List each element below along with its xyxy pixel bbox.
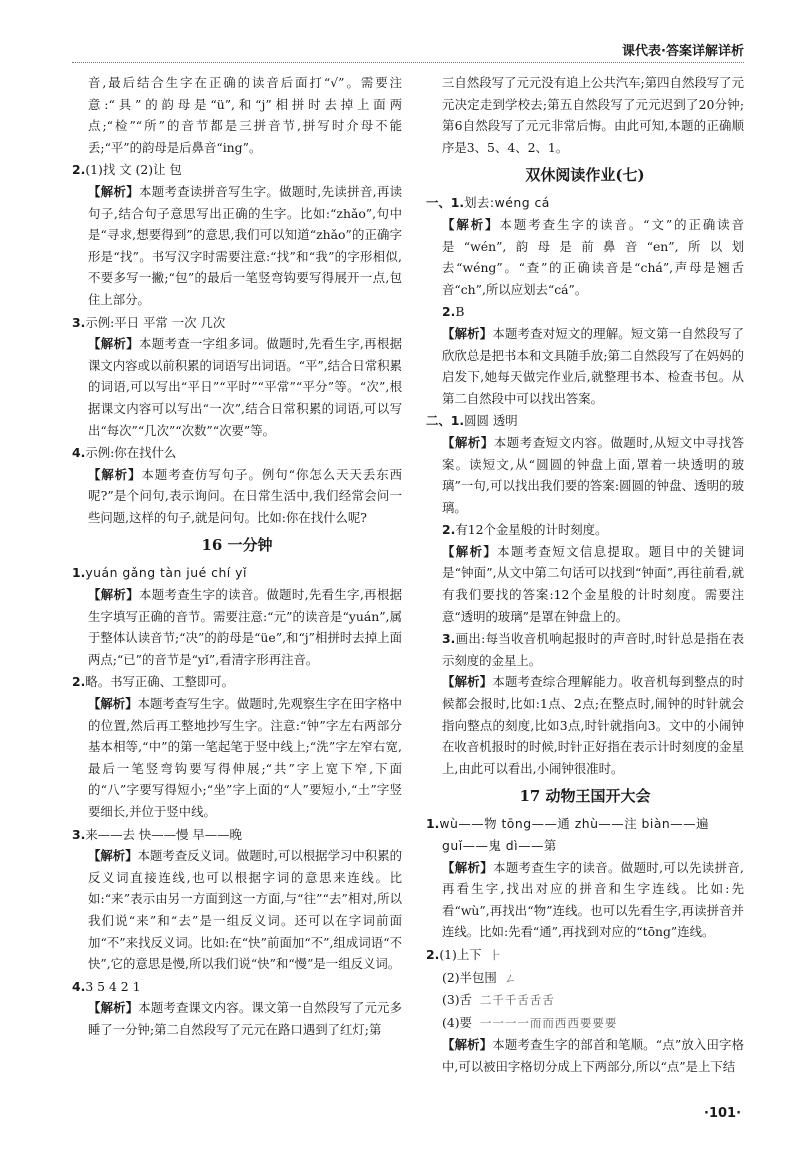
stroke-order-a: ⺊ (489, 947, 503, 962)
stroke-order-c: 二千千舌舌舌 (479, 993, 555, 1008)
part-2-q2-analysis: 【解析】本题考查短文信息提取。题目中的关键词是“钟面”,从文中第二句话可以找到“钟面”,再往前看,就有我们要找的答案:12个金星般的计时刻度。需要注意“透明的玻璃”是罩在钟盘上的。 (442, 543, 745, 624)
question-3-answer: 3.示例:平日 平常 一次 几次 (72, 314, 226, 330)
lesson-17-q2-answer-a: 2.(1)上下 ⺊ (426, 946, 503, 962)
page-number: ·101· (704, 1106, 742, 1121)
right-column (426, 72, 744, 1078)
lesson-17-q1-answer-line2: guǐ——鬼 dì——第 (442, 838, 557, 853)
part-2-q3-analysis: 【解析】本题考查综合理解能力。收音机每到整点的时候都会报时,比如:1点、2点;在整点时,闹钟的时针就会指向整点的刻度,比如3点,时针就指向3。文中的小闹钟在收音机报时的时候,时针正好指在表示计时刻度的金星上,由此可以看出,小闹钟很准时。 (442, 674, 745, 776)
part-1-q1-answer: 一、1.划去:wéng cá (426, 195, 550, 211)
part-1-q1-analysis: 【解析】本题考查生字的读音。“文”的正确读音是“wén”,韵母是前鼻音“en”,所以划去“wéng”。“查”的正确读音是“chá”,声母是翘舌音“ch”,所以应划去“cá”。 (442, 216, 745, 297)
lesson-16-q4-answer: 4.3 5 4 2 1 (72, 978, 141, 994)
lesson-17-q2-answer-b: (2)半包围 ㄥ (442, 969, 518, 985)
stroke-order-d: 一一一一而而西西要要要 (479, 1015, 618, 1030)
question-4-analysis: 【解析】本题考查仿写句子。例句“你怎么天天丢东西呢?”是个问句,表示询问。在日常生活中,我们经常会问一些问题,这样的句子,就是问句。比如:你在找什么呢? (88, 466, 403, 525)
part-2-q1-analysis: 【解析】本题考查短文内容。做题时,从短文中寻找答案。读短文,从“圆圆的钟盘上面,罩着一块透明的玻璃”一句,可以找出我们要的答案:圆圆的钟盘、透明的玻璃。 (442, 434, 744, 515)
left-column (72, 72, 402, 1041)
question-2-analysis: 【解析】本题考查读拼音写生字。做题时,先读拼音,再读句子,结合句子意思写出正确的生字。比如:“zhǎo”,句中是“寻求,想要得到”的意思,我们可以知道“zhǎo”的正确字形是“找”。书写汉字时需要注意:“找”和“我”的字形相似,不要多写一撇;“包”的最后一笔竖弯钩要写得展开一点,包住上部分。 (88, 183, 402, 307)
lesson-16-q4-analysis: 【解析】本题考查课文内容。课文第一自然段写了元元多睡了一分钟;第二自然段写了元元在路口遇到了红灯;第 (88, 1000, 403, 1037)
lesson-16-title: 16 一分钟 (201, 536, 273, 555)
part-1-q2-answer: 2.B (442, 304, 465, 320)
lesson-17-q2-analysis: 【解析】本题考查生字的部首和笔顺。“点”放入田字格中,可以被田字格切分成上下两部分,所以“点”是上下结 (442, 1037, 745, 1074)
lesson-17-q1-answer-line1: 1.wù——物 tōng——通 zhù——注 biàn——遍 (426, 816, 709, 832)
intro-paragraph: 音,最后结合生字在正确的读音后面打“√”。需要注意:“具”的韵母是“ü”,和“j”相拼时去掉上面两点;“检”“所”的音节都是三拼音节,拼写时介母不能丢;“平”的韵母是后鼻音“ing”。 (88, 75, 402, 155)
lesson-17-q1-analysis: 【解析】本题考查生字的读音。做题时,可以先读拼音,再看生字,找出对应的拼音和生字连线。比如:先看“wù”,再找出“物”连线。也可以先看生字,再读拼音并连线。比如:先看“通”,再找到对应的“tōng”连线。 (442, 859, 744, 940)
part-1-q2-analysis: 【解析】本题考查对短文的理解。短文第一自然段写了欣欣总是把书本和文具随手放;第二自然段写了在妈妈的启发下,她每天做完作业后,就整理书本、检查书包。从第二自然段中可以找出答案。 (442, 325, 745, 406)
lesson-16-q2-analysis: 【解析】本题考查写生字。做题时,先观察生字在田字格中的位置,然后再工整地抄写生字。注意:“钟”字左右两部分基本相等,“中”的第一笔起笔于竖中线上;“洗”字左窄右宽,最后一笔竖弯钩要写得伸展;“共”字上宽下窄,下面的“八”字要写得短小;“坐”字上面的“人”要短小,“土”字竖要细长,并位于竖中线。 (88, 696, 402, 819)
lesson-17-q2-answer-c: (3)舌 二千千舌舌舌 (442, 992, 555, 1008)
section-title: 双休阅读作业(七) (525, 166, 645, 185)
lesson-16-q3-answer: 3.来——去 快——慢 早——晚 (72, 826, 242, 842)
lesson-16-q1-answer: 1.yuán gǎng tàn jué chí yǐ (72, 565, 247, 581)
page-header (72, 38, 744, 63)
question-2-answer: 2.(1)找 文 (2)让 包 (72, 162, 182, 178)
lesson-16-q2-answer: 2.略。书写正确、工整即可。 (72, 674, 235, 690)
continued-analysis: 三自然段写了元元没有追上公共汽车;第四自然段写了元元决定走到学校去;第五自然段写了元元迟到了20分钟;第6自然段写了元元非常后悔。由此可知,本题的正确顺序是3、5、4、2、1。 (442, 75, 744, 155)
lesson-16-q1-analysis: 【解析】本题考查生字的读音。做题时,先看生字,再根据生字填写正确的音节。需要注意:“元”的读音是“yuán”,属于整体认读音节;“决”的韵母是“üe”,和“j”相拼时去掉上面两点;“已”的音节是“yǐ”,看清字形再注音。 (88, 587, 402, 667)
lesson-17-title: 17 动物王国开大会 (519, 787, 651, 806)
question-3-analysis: 【解析】本题考查一字组多词。做题时,先看生字,再根据课文内容或以前积累的词语写出词语。“平”,结合日常积累的词语,可以写出“平日”“平时”“平常”“平分”等。“次”,根据课文内容可以写出“一次”,结合日常积累的词语,可以写出“每次”“几次”“次数”“次要”等。 (88, 336, 402, 438)
stroke-order-b: ㄥ (504, 970, 518, 985)
header-title: 课代表·答案详解详析 (614, 40, 744, 59)
lesson-17-q2-answer-d: (4)要 一一一一而而西西要要要 (442, 1014, 618, 1030)
part-2-q1-answer: 二、1.圆圆 透明 (426, 413, 518, 429)
question-4-answer: 4.示例:你在找什么 (72, 445, 177, 461)
part-2-q3-answer: 3.画出:每当收音机响起报时的声音时,时针总是指在表示刻度的金星上。 (442, 631, 744, 668)
part-2-q2-answer: 2.有12个金星般的计时刻度。 (442, 522, 608, 538)
lesson-16-q3-analysis: 【解析】本题考查反义词。做题时,可以根据学习中积累的反义词直接连线,也可以根据字词的意思来连线。比如:“来”表示由另一方面到这一方面,与“往”“去”相对,所以我们说“来”和“去”是一组反义词。还可以在字词前面加“不”来找反义词。比如:在“快”前面加“不”,组成词语“不快”,它的意思是慢,所以我们说“快”和“慢”是一组反义词。 (88, 848, 402, 972)
